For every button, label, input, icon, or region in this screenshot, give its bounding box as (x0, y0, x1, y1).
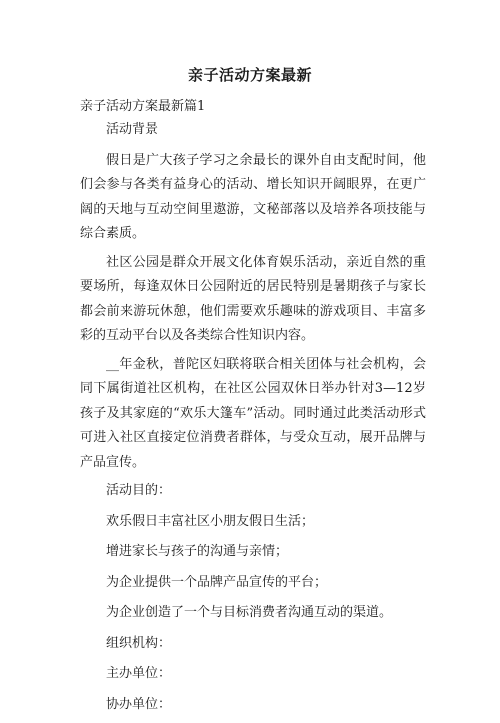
section-heading-purpose: 活动目的： (106, 483, 172, 498)
organizer-label: 主办单位： (106, 666, 172, 681)
section-heading-background: 活动背景 (106, 122, 159, 137)
purpose-item: 为企业创造了一个与目标消费者沟通互动的渠道。 (106, 605, 393, 620)
document-body (80, 118, 426, 723)
purpose-item: 欢乐假日丰富社区小朋友假日生活； (106, 513, 315, 529)
co-organizer-label: 协办单位： (106, 696, 172, 712)
purpose-item: 增进家长与孩子的沟通与亲情； (106, 544, 289, 559)
paragraph-community-park: 社区公园是群众开展文化体育娱乐活动，亲近自然的重要场所，每逢双休日公园附近的居民特别是暑期孩子与家长都会前来游玩休憩，他们需要欢乐趣味的游戏项目、丰富多彩的互动平台以及各类综合性知识内容。 (80, 254, 426, 343)
paragraph-event-plan: __年金秋，普陀区妇联将联合相关团体与社会机构，会同下属街道社区机构，在社区公园双休日举办针对3—12岁孩子及其家庭的“欢乐大篷车”活动。同时通过此类活动形式可进入社区直接定位消费者群体，与受众互动，展开品牌与产品宣传。 (80, 356, 426, 470)
document-title: 亲子活动方案最新 (187, 66, 312, 84)
purpose-item: 为企业提供一个品牌产品宣传的平台； (106, 574, 328, 590)
document-subtitle: 亲子活动方案最新篇1 (80, 99, 206, 114)
section-heading-organization: 组织机构： (106, 635, 172, 651)
paragraph-holiday: 假日是广大孩子学习之余最长的课外自由支配时间，他们会参与各类有益身心的活动、增长知识开阔眼界，在更广阔的天地与互动空间里遨游，文秘部落以及培养各项技能与综合素质。 (80, 152, 426, 241)
